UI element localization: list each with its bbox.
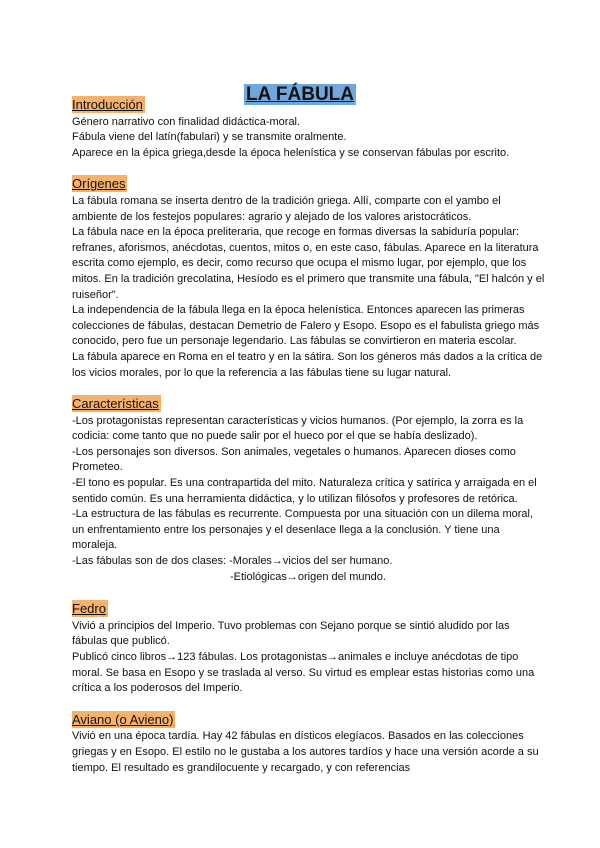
paragraph: Vivió a principios del Imperio. Tuvo problemas con Sejano porque se sintió aludido por las fábulas que publicó. bbox=[72, 619, 510, 648]
paragraph: Publicó cinco libros→123 fábulas. Los protagonistas→animales e incluye anécdotas de tipo moral. Se basa en Esopo y se traslada al verso. Su virtud es emplear estas historias como una crítica a los poderosos del Imperio. bbox=[72, 651, 535, 695]
paragraph: Género narrativo con finalidad didáctica-moral. bbox=[72, 115, 301, 128]
document-title: LA FÁBULA bbox=[246, 84, 354, 105]
paragraph: Vivió en una época tardía. Hay 42 fábulas en dísticos elegíacos. Basados en las colecciones griegas y en Esopo. El estilo no le gustaba a los autores tardíos y hace una versión acorde a su tiempo. El resultado es grandilocuente y recargado, y con referencias bbox=[72, 730, 539, 774]
paragraph: -La estructura de las fábulas es recurrente. Compuesta por una situación con un dilema moral, un enfrentamiento entre los personajes y el desenlace llega a la conclusión. Y tiene una moraleja. bbox=[72, 508, 534, 552]
section-heading: Orígenes bbox=[72, 176, 126, 192]
paragraph: -Los protagonistas representan características y vicios humanos. (Por ejemplo, la zorra es la codicia: come tanto que no puede salir por el hueco por el que se había deslizado). bbox=[72, 414, 524, 443]
section-introduccion bbox=[72, 96, 547, 161]
document-body bbox=[72, 96, 547, 776]
section-heading: Fedro bbox=[72, 601, 106, 617]
section-fedro bbox=[72, 600, 547, 697]
paragraph: -Los personajes son diversos. Son animales, vegetales o humanos. Aparecen dioses como Prometeo. bbox=[72, 445, 516, 474]
section-heading: Características bbox=[72, 396, 159, 412]
section-caracteristicas bbox=[72, 395, 547, 585]
paragraph: Fábula viene del latín(fabulari) y se transmite oralmente. bbox=[72, 131, 347, 144]
paragraph: -El tono es popular. Es una contrapartida del mito. Naturaleza crítica y satírica y arraigada en el sentido común. Es una herramienta didáctica, y lo utilizan filósofos y profesores de retórica. bbox=[72, 477, 537, 505]
paragraph: La independencia de la fábula llega en la época helenística. Entonces aparecen las primeras colecciones de fábulas, destacan Demetrio de Falero y Esopo. Esopo es el fabulista griego más conocido, pero fue un personaje legendario. Las fábulas se convirtieron en materia escolar. bbox=[72, 304, 540, 348]
paragraph: Aparece en la épica griega,desde la época helenística y se conservan fábulas por escrito. bbox=[72, 146, 510, 159]
section-aviano bbox=[72, 711, 547, 776]
section-origenes bbox=[72, 175, 547, 381]
section-heading: Introducción bbox=[72, 97, 143, 112]
paragraph: La fábula nace en la época preliteraria, que recoge en formas diversas la sabiduría popular: refranes, aforismos, anécdotas, cuentos, mitos o, en este caso, fábulas. Aparece en la literatura escrita como ejemplo, es decir, como recurso que ocupa el mismo lugar, por ejemplo, que los mitos. En la tradición grecolatina, Hesíodo es el primero que transmite una fábula, "El halcón y el ruiseñor". bbox=[72, 226, 545, 301]
section-heading: Aviano (o Avieno) bbox=[72, 711, 174, 727]
paragraph: La fábula romana se inserta dentro de la tradición griega. Allí, comparte con el yambo el ambiente de los festejos populares: agrario y alejado de los valores aristocráticos. bbox=[72, 194, 501, 223]
paragraph-indented: -Etiológicas→origen del mundo. bbox=[230, 570, 386, 583]
paragraph: -Las fábulas son de dos clases: -Morales→vicios del ser humano. bbox=[72, 555, 393, 568]
paragraph: La fábula aparece en Roma en el teatro y en la sátira. Son los géneros más dados a la crítica de los vicios morales, por lo que la referencia a las fábulas tiene su lugar natural. bbox=[72, 350, 543, 379]
